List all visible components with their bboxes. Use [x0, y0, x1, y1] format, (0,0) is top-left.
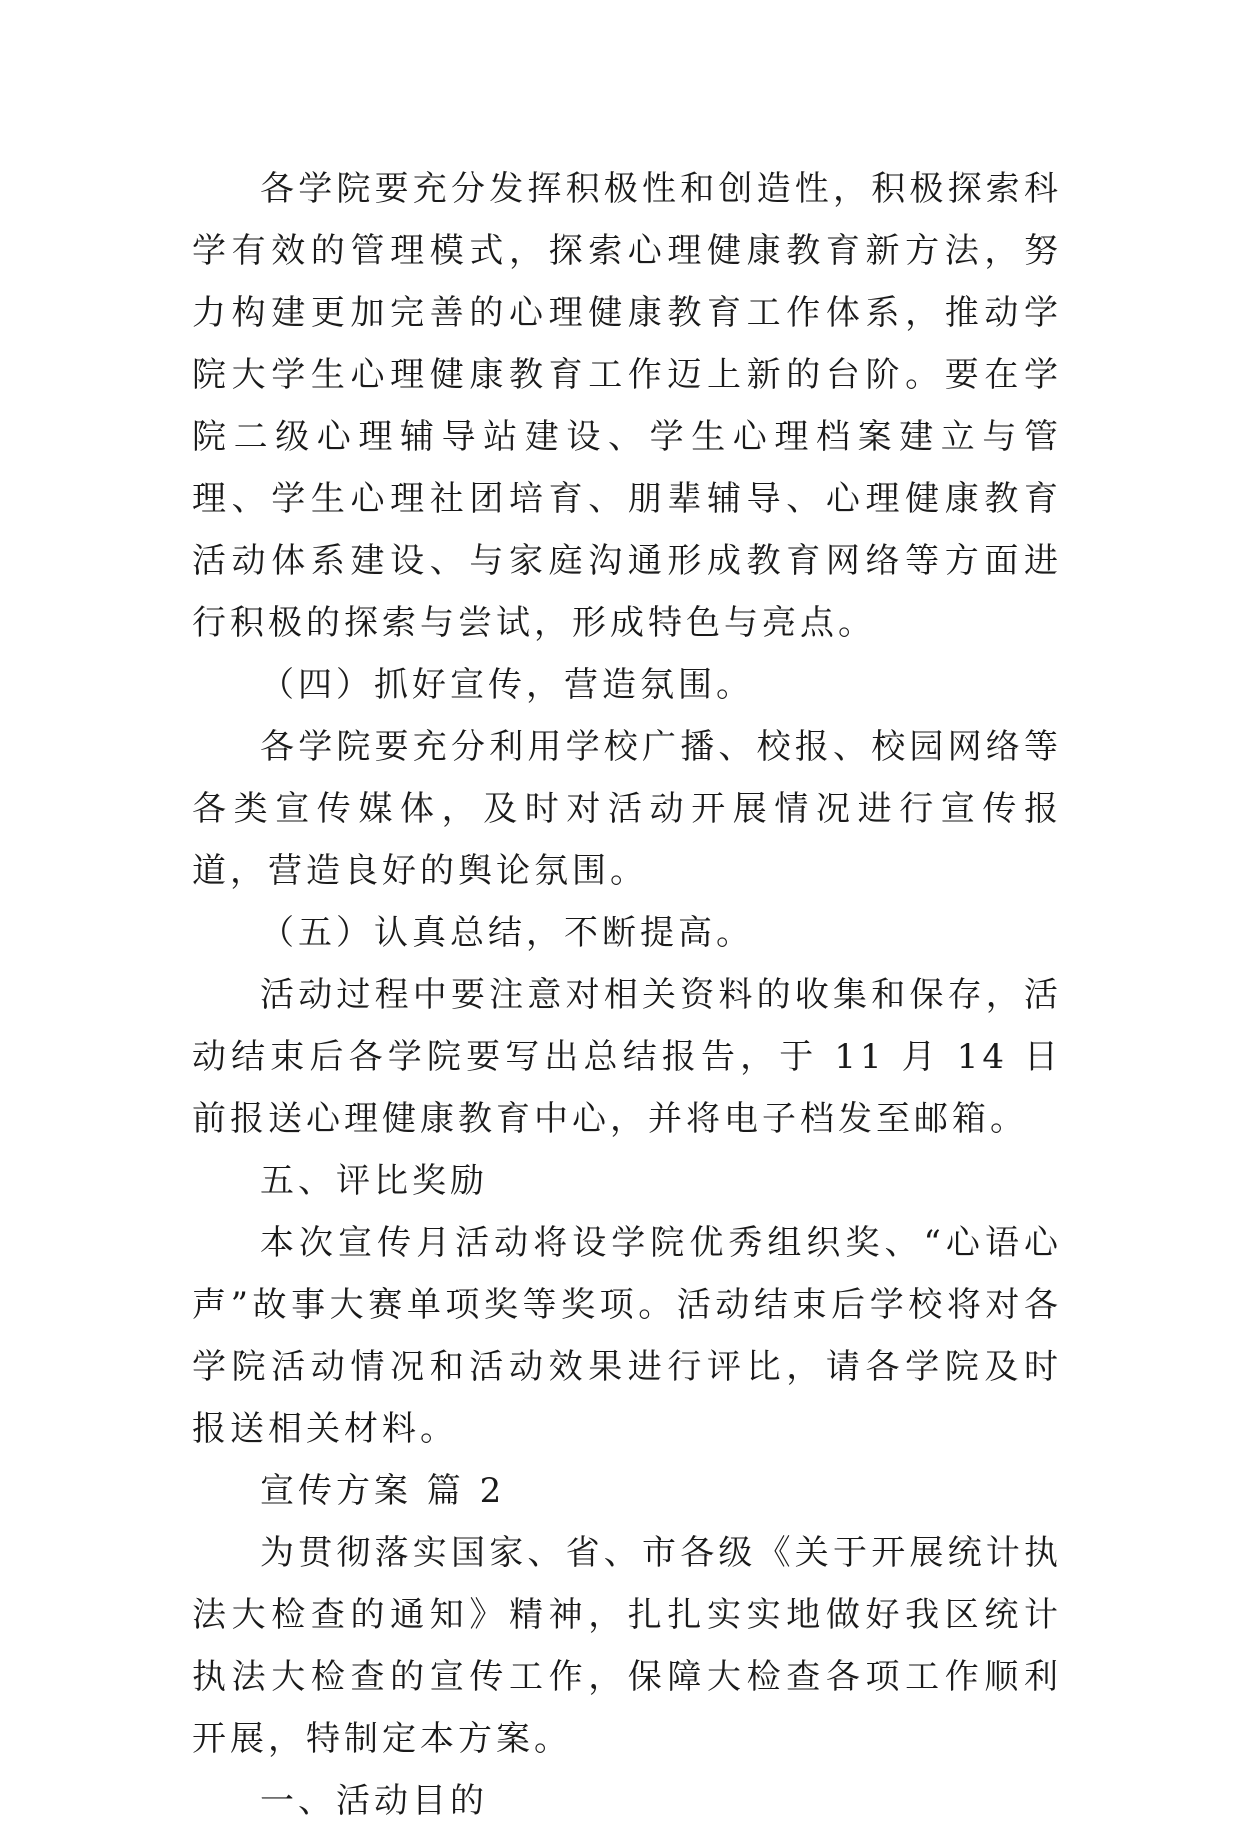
- paragraph-media-usage: 各学院要充分利用学校广播、校报、校园网络等各类宣传媒体，及时对活动开展情况进行宣传报道，营造良好的舆论氛围。: [192, 727, 1062, 891]
- heading-awards: 五、评比奖励: [260, 1161, 488, 1201]
- paragraph-report-deadline: 活动过程中要注意对相关资料的收集和保存，活动结束后各学院要写出总结报告，于 11 月 14 日前报送心理健康教育中心，并将电子档发至邮箱。: [192, 975, 1062, 1139]
- paragraph-plan-intro: 为贯彻落实国家、省、市各级《关于开展统计执法大检查的通知》精神，扎扎实实地做好我区统计执法大检查的宣传工作，保障大检查各项工作顺利开展，特制定本方案。: [192, 1533, 1062, 1759]
- heading-summary: （五）认真总结，不断提高。: [260, 913, 754, 953]
- heading-publicity: （四）抓好宣传，营造氛围。: [260, 665, 754, 705]
- paragraph-awards-detail: 本次宣传月活动将设学院优秀组织奖、“心语心声”故事大赛单项奖等奖项。活动结束后学校将对各学院活动情况和活动效果进行评比，请各学院及时报送相关材料。: [192, 1223, 1062, 1449]
- heading-activity-purpose: 一、活动目的: [260, 1781, 488, 1821]
- heading-plan-2: 宣传方案 篇 2: [260, 1471, 506, 1511]
- paragraph-college-innovation: 各学院要充分发挥积极性和创造性，积极探索科学有效的管理模式，探索心理健康教育新方法，努力构建更加完善的心理健康教育工作体系，推动学院大学生心理健康教育工作迈上新的台阶。要在学院二级心理辅导站建设、学生心理档案建立与管理、学生心理社团培育、朋辈辅导、心理健康教育活动体系建设、与家庭沟通形成教育网络等方面进行积极的探索与尝试，形成特色与亮点。: [192, 169, 1062, 643]
- document-body: [192, 158, 1062, 1832]
